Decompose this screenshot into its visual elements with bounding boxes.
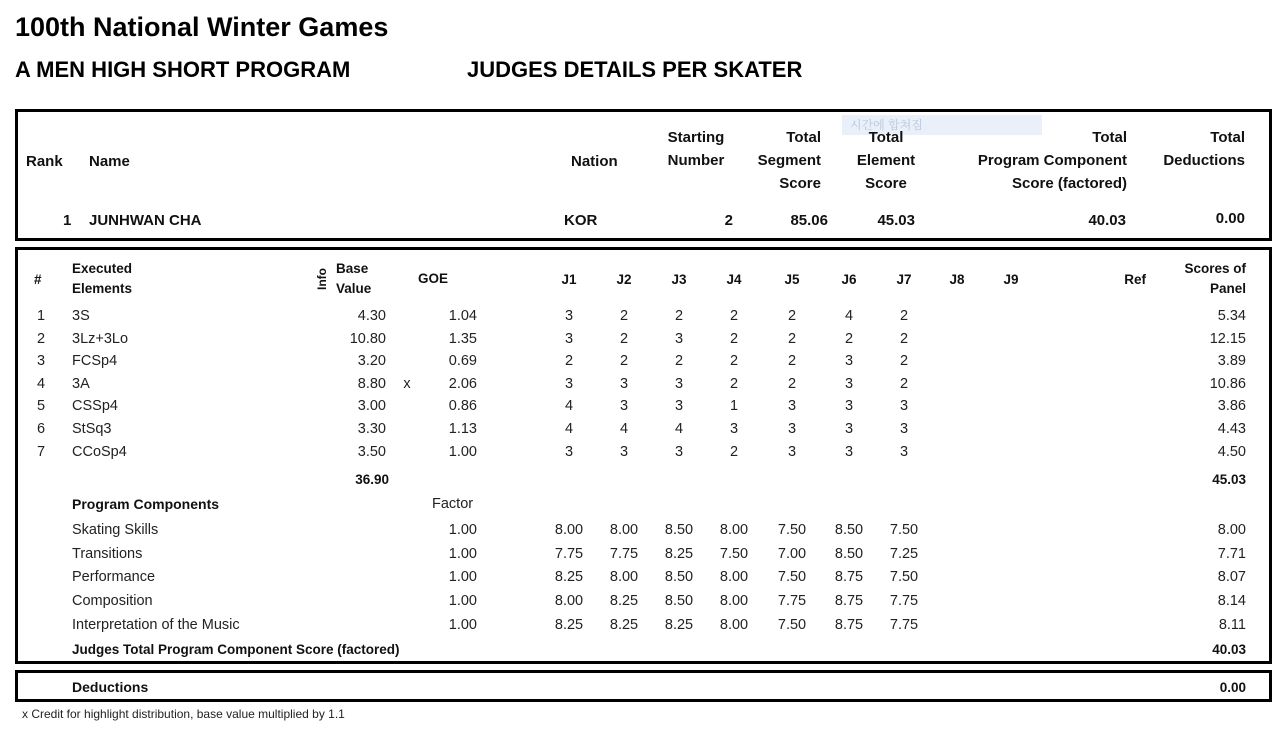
element-judge-score: 3 xyxy=(674,443,684,460)
element-panel-score: 4.50 xyxy=(1217,443,1246,460)
header-judge-7: J7 xyxy=(896,272,912,287)
element-judge-score: 4 xyxy=(619,421,629,437)
element-judge-score: 4 xyxy=(564,421,574,437)
header-goe: GOE xyxy=(418,271,449,286)
pcs-total-label: Judges Total Program Component Score (factored) xyxy=(72,642,400,657)
header-rank: Rank xyxy=(26,153,63,170)
header-deductions: Total Deductions xyxy=(1163,129,1245,169)
element-base-value: 4.30 xyxy=(357,308,386,324)
header-tes: Total Element Score xyxy=(856,129,916,192)
program-components-heading: Program Components xyxy=(72,496,220,512)
component-panel-score: 8.11 xyxy=(1218,616,1246,633)
element-judge-score: 2 xyxy=(619,353,629,370)
element-judge-score: 3 xyxy=(787,398,797,415)
element-panel-score: 4.43 xyxy=(1217,421,1246,437)
component-judge-score: 7.75 xyxy=(554,545,584,562)
element-num: 6 xyxy=(36,421,46,437)
element-judge-score: 3 xyxy=(674,375,684,392)
deductions-label: Deductions xyxy=(72,679,149,695)
component-judge-score: 8.25 xyxy=(554,616,584,633)
element-judge-score: 2 xyxy=(729,330,739,347)
element-judge-score: 2 xyxy=(844,330,854,347)
element-code: 3Lz+3Lo xyxy=(72,330,129,347)
component-judge-score: 7.50 xyxy=(889,569,919,586)
component-judge-score: 7.00 xyxy=(777,545,807,562)
component-factor: 1.00 xyxy=(448,593,477,610)
element-goe: 1.00 xyxy=(448,443,477,460)
element-judge-score: 3 xyxy=(844,353,854,370)
header-judge-6: J6 xyxy=(841,272,857,287)
component-judge-score: 8.25 xyxy=(554,569,584,586)
component-judge-score: 7.50 xyxy=(889,522,919,538)
component-factor: 1.00 xyxy=(448,545,477,562)
component-factor: 1.00 xyxy=(448,522,477,538)
element-num: 7 xyxy=(36,443,46,460)
base-value-total: 36.90 xyxy=(355,472,389,487)
component-judge-score: 8.50 xyxy=(834,522,864,538)
component-judge-score: 8.50 xyxy=(664,569,694,586)
header-nation: Nation xyxy=(571,153,618,170)
component-judge-score: 8.00 xyxy=(719,569,749,586)
element-goe: 2.06 xyxy=(448,375,477,392)
element-judge-score: 2 xyxy=(899,330,909,347)
element-judge-score: 2 xyxy=(787,353,797,370)
element-judge-score: 4 xyxy=(674,421,684,437)
component-judge-score: 8.75 xyxy=(834,593,864,610)
element-judge-score: 3 xyxy=(899,443,909,460)
skater-deductions: 0.00 xyxy=(1215,210,1245,227)
component-judge-score: 7.75 xyxy=(889,616,919,633)
element-num: 5 xyxy=(36,398,46,415)
element-num: 2 xyxy=(36,330,46,347)
header-starting-number: Starting Number xyxy=(667,129,725,169)
element-judge-score: 3 xyxy=(564,330,574,347)
component-panel-score: 8.14 xyxy=(1217,593,1246,610)
element-base-value: 3.30 xyxy=(357,421,386,437)
element-judge-score: 2 xyxy=(729,375,739,392)
tes-total: 45.03 xyxy=(1212,472,1246,487)
component-name: Interpretation of the Music xyxy=(72,616,240,633)
component-judge-score: 7.50 xyxy=(777,522,807,538)
element-judge-score: 3 xyxy=(674,398,684,415)
component-judge-score: 7.50 xyxy=(719,545,749,562)
header-judge-9: J9 xyxy=(1003,272,1019,287)
element-judge-score: 2 xyxy=(899,375,909,392)
skater-tss: 85.06 xyxy=(790,212,828,229)
component-panel-score: 7.71 xyxy=(1217,545,1246,562)
deductions-box xyxy=(15,670,1272,702)
component-judge-score: 7.50 xyxy=(777,569,807,586)
element-base-value: 3.00 xyxy=(357,398,386,415)
deductions-value: 0.00 xyxy=(1219,680,1246,695)
component-factor: 1.00 xyxy=(448,616,477,633)
element-info: x xyxy=(403,375,411,392)
footnote: x Credit for highlight distribution, base value multiplied by 1.1 xyxy=(22,707,345,721)
element-panel-score: 10.86 xyxy=(1209,375,1246,392)
component-judge-score: 8.00 xyxy=(609,569,639,586)
element-judge-score: 2 xyxy=(787,308,797,324)
component-name: Performance xyxy=(72,569,156,586)
element-judge-score: 2 xyxy=(899,353,909,370)
component-judge-score: 8.00 xyxy=(719,522,749,538)
component-judge-score: 8.50 xyxy=(664,593,694,610)
component-judge-score: 8.00 xyxy=(609,522,639,538)
component-judge-score: 7.25 xyxy=(889,545,919,562)
element-judge-score: 3 xyxy=(674,330,684,347)
element-base-value: 10.80 xyxy=(349,330,386,347)
component-name: Transitions xyxy=(72,545,143,562)
element-base-value: 3.20 xyxy=(357,353,386,370)
ghost-overlay: 시간에 합쳐짐 xyxy=(842,115,1042,135)
element-judge-score: 4 xyxy=(844,308,854,324)
element-goe: 1.13 xyxy=(448,421,477,437)
component-judge-score: 8.25 xyxy=(664,545,694,562)
element-panel-score: 3.89 xyxy=(1217,353,1246,370)
element-judge-score: 2 xyxy=(899,308,909,324)
component-judge-score: 8.50 xyxy=(834,545,864,562)
skater-nation: KOR xyxy=(564,212,598,229)
element-panel-score: 5.34 xyxy=(1217,308,1246,324)
header-judge-5: J5 xyxy=(784,272,800,287)
event-title: 100th National Winter Games xyxy=(15,12,389,42)
element-judge-score: 2 xyxy=(674,353,684,370)
element-goe: 0.86 xyxy=(448,398,477,415)
element-judge-score: 3 xyxy=(619,443,629,460)
element-panel-score: 3.86 xyxy=(1217,398,1246,415)
element-judge-score: 2 xyxy=(787,330,797,347)
component-judge-score: 7.75 xyxy=(777,593,807,610)
factor-label: Factor xyxy=(432,496,474,512)
element-judge-score: 2 xyxy=(619,308,629,324)
element-judge-score: 2 xyxy=(729,353,739,370)
element-judge-score: 2 xyxy=(787,375,797,392)
element-judge-score: 3 xyxy=(844,421,854,437)
element-judge-score: 3 xyxy=(844,375,854,392)
header-judge-1: J1 xyxy=(561,272,577,287)
component-factor: 1.00 xyxy=(448,569,477,586)
component-judge-score: 8.00 xyxy=(719,593,749,610)
element-num: 3 xyxy=(36,353,46,370)
element-base-value: 3.50 xyxy=(357,443,386,460)
element-code: StSq3 xyxy=(72,421,112,437)
element-judge-score: 2 xyxy=(564,353,574,370)
component-panel-score: 8.07 xyxy=(1217,569,1246,586)
element-judge-score: 2 xyxy=(729,443,739,460)
header-scores-of-panel: Scores of Panel xyxy=(1184,261,1246,296)
header-tss: Total Segment Score xyxy=(757,129,821,192)
component-judge-score: 7.50 xyxy=(777,616,807,633)
skater-name: JUNHWAN CHA xyxy=(89,212,202,229)
skater-tes: 45.03 xyxy=(877,212,915,229)
component-name: Composition xyxy=(72,593,153,610)
component-name: Skating Skills xyxy=(72,522,159,538)
category-title: A MEN HIGH SHORT PROGRAM xyxy=(15,57,351,82)
header-judge-4: J4 xyxy=(726,272,742,287)
header-info: Info xyxy=(315,268,329,290)
element-judge-score: 3 xyxy=(564,308,574,324)
element-judge-score: 3 xyxy=(899,398,909,415)
element-judge-score: 3 xyxy=(564,443,574,460)
element-judge-score: 3 xyxy=(844,443,854,460)
element-judge-score: 3 xyxy=(787,443,797,460)
element-base-value: 8.80 xyxy=(357,375,386,392)
element-judge-score: 1 xyxy=(729,398,739,415)
report-title: JUDGES DETAILS PER SKATER xyxy=(467,57,803,82)
element-code: CCoSp4 xyxy=(72,443,127,460)
element-judge-score: 4 xyxy=(564,398,574,415)
header-judge-2: J2 xyxy=(616,272,632,287)
element-judge-score: 2 xyxy=(729,308,739,324)
element-code: 3S xyxy=(72,308,90,324)
header-judge-3: J3 xyxy=(671,272,687,287)
header-executed-elements: Executed Elements xyxy=(72,261,133,296)
element-goe: 0.69 xyxy=(448,353,477,370)
component-judge-score: 8.00 xyxy=(719,616,749,633)
header-pcs: Total Program Component Score (factored) xyxy=(977,129,1127,192)
element-judge-score: 3 xyxy=(787,421,797,437)
skater-pcs: 40.03 xyxy=(1088,212,1126,229)
component-judge-score: 8.00 xyxy=(554,593,584,610)
skater-starting-number: 2 xyxy=(724,212,733,229)
element-judge-score: 3 xyxy=(844,398,854,415)
element-goe: 1.04 xyxy=(448,308,477,324)
element-code: CSSp4 xyxy=(72,398,118,415)
skater-rank: 1 xyxy=(63,212,72,229)
element-num: 4 xyxy=(36,375,46,392)
component-judge-score: 8.25 xyxy=(664,616,694,633)
element-code: FCSp4 xyxy=(72,353,118,370)
header-ref: Ref xyxy=(1124,272,1146,287)
header-judge-8: J8 xyxy=(949,272,965,287)
element-judge-score: 2 xyxy=(674,308,684,324)
element-code: 3A xyxy=(72,375,90,392)
header-num: # xyxy=(34,272,42,287)
component-judge-score: 8.75 xyxy=(834,616,864,633)
header-name: Name xyxy=(89,153,130,170)
component-judge-score: 7.75 xyxy=(609,545,639,562)
element-panel-score: 12.15 xyxy=(1209,330,1246,347)
element-judge-score: 3 xyxy=(564,375,574,392)
element-judge-score: 3 xyxy=(619,398,629,415)
element-num: 1 xyxy=(36,308,46,324)
element-judge-score: 2 xyxy=(619,330,629,347)
component-judge-score: 7.75 xyxy=(889,593,919,610)
component-judge-score: 8.25 xyxy=(609,616,639,633)
component-judge-score: 8.00 xyxy=(554,522,584,538)
header-base-value: Base Value xyxy=(336,261,372,296)
element-goe: 1.35 xyxy=(448,330,477,347)
element-judge-score: 3 xyxy=(729,421,739,437)
component-panel-score: 8.00 xyxy=(1217,522,1246,538)
element-judge-score: 3 xyxy=(619,375,629,392)
element-judge-score: 3 xyxy=(899,421,909,437)
component-judge-score: 8.50 xyxy=(664,522,694,538)
pcs-total-value: 40.03 xyxy=(1212,642,1246,657)
component-judge-score: 8.75 xyxy=(834,569,864,586)
component-judge-score: 8.25 xyxy=(609,593,639,610)
